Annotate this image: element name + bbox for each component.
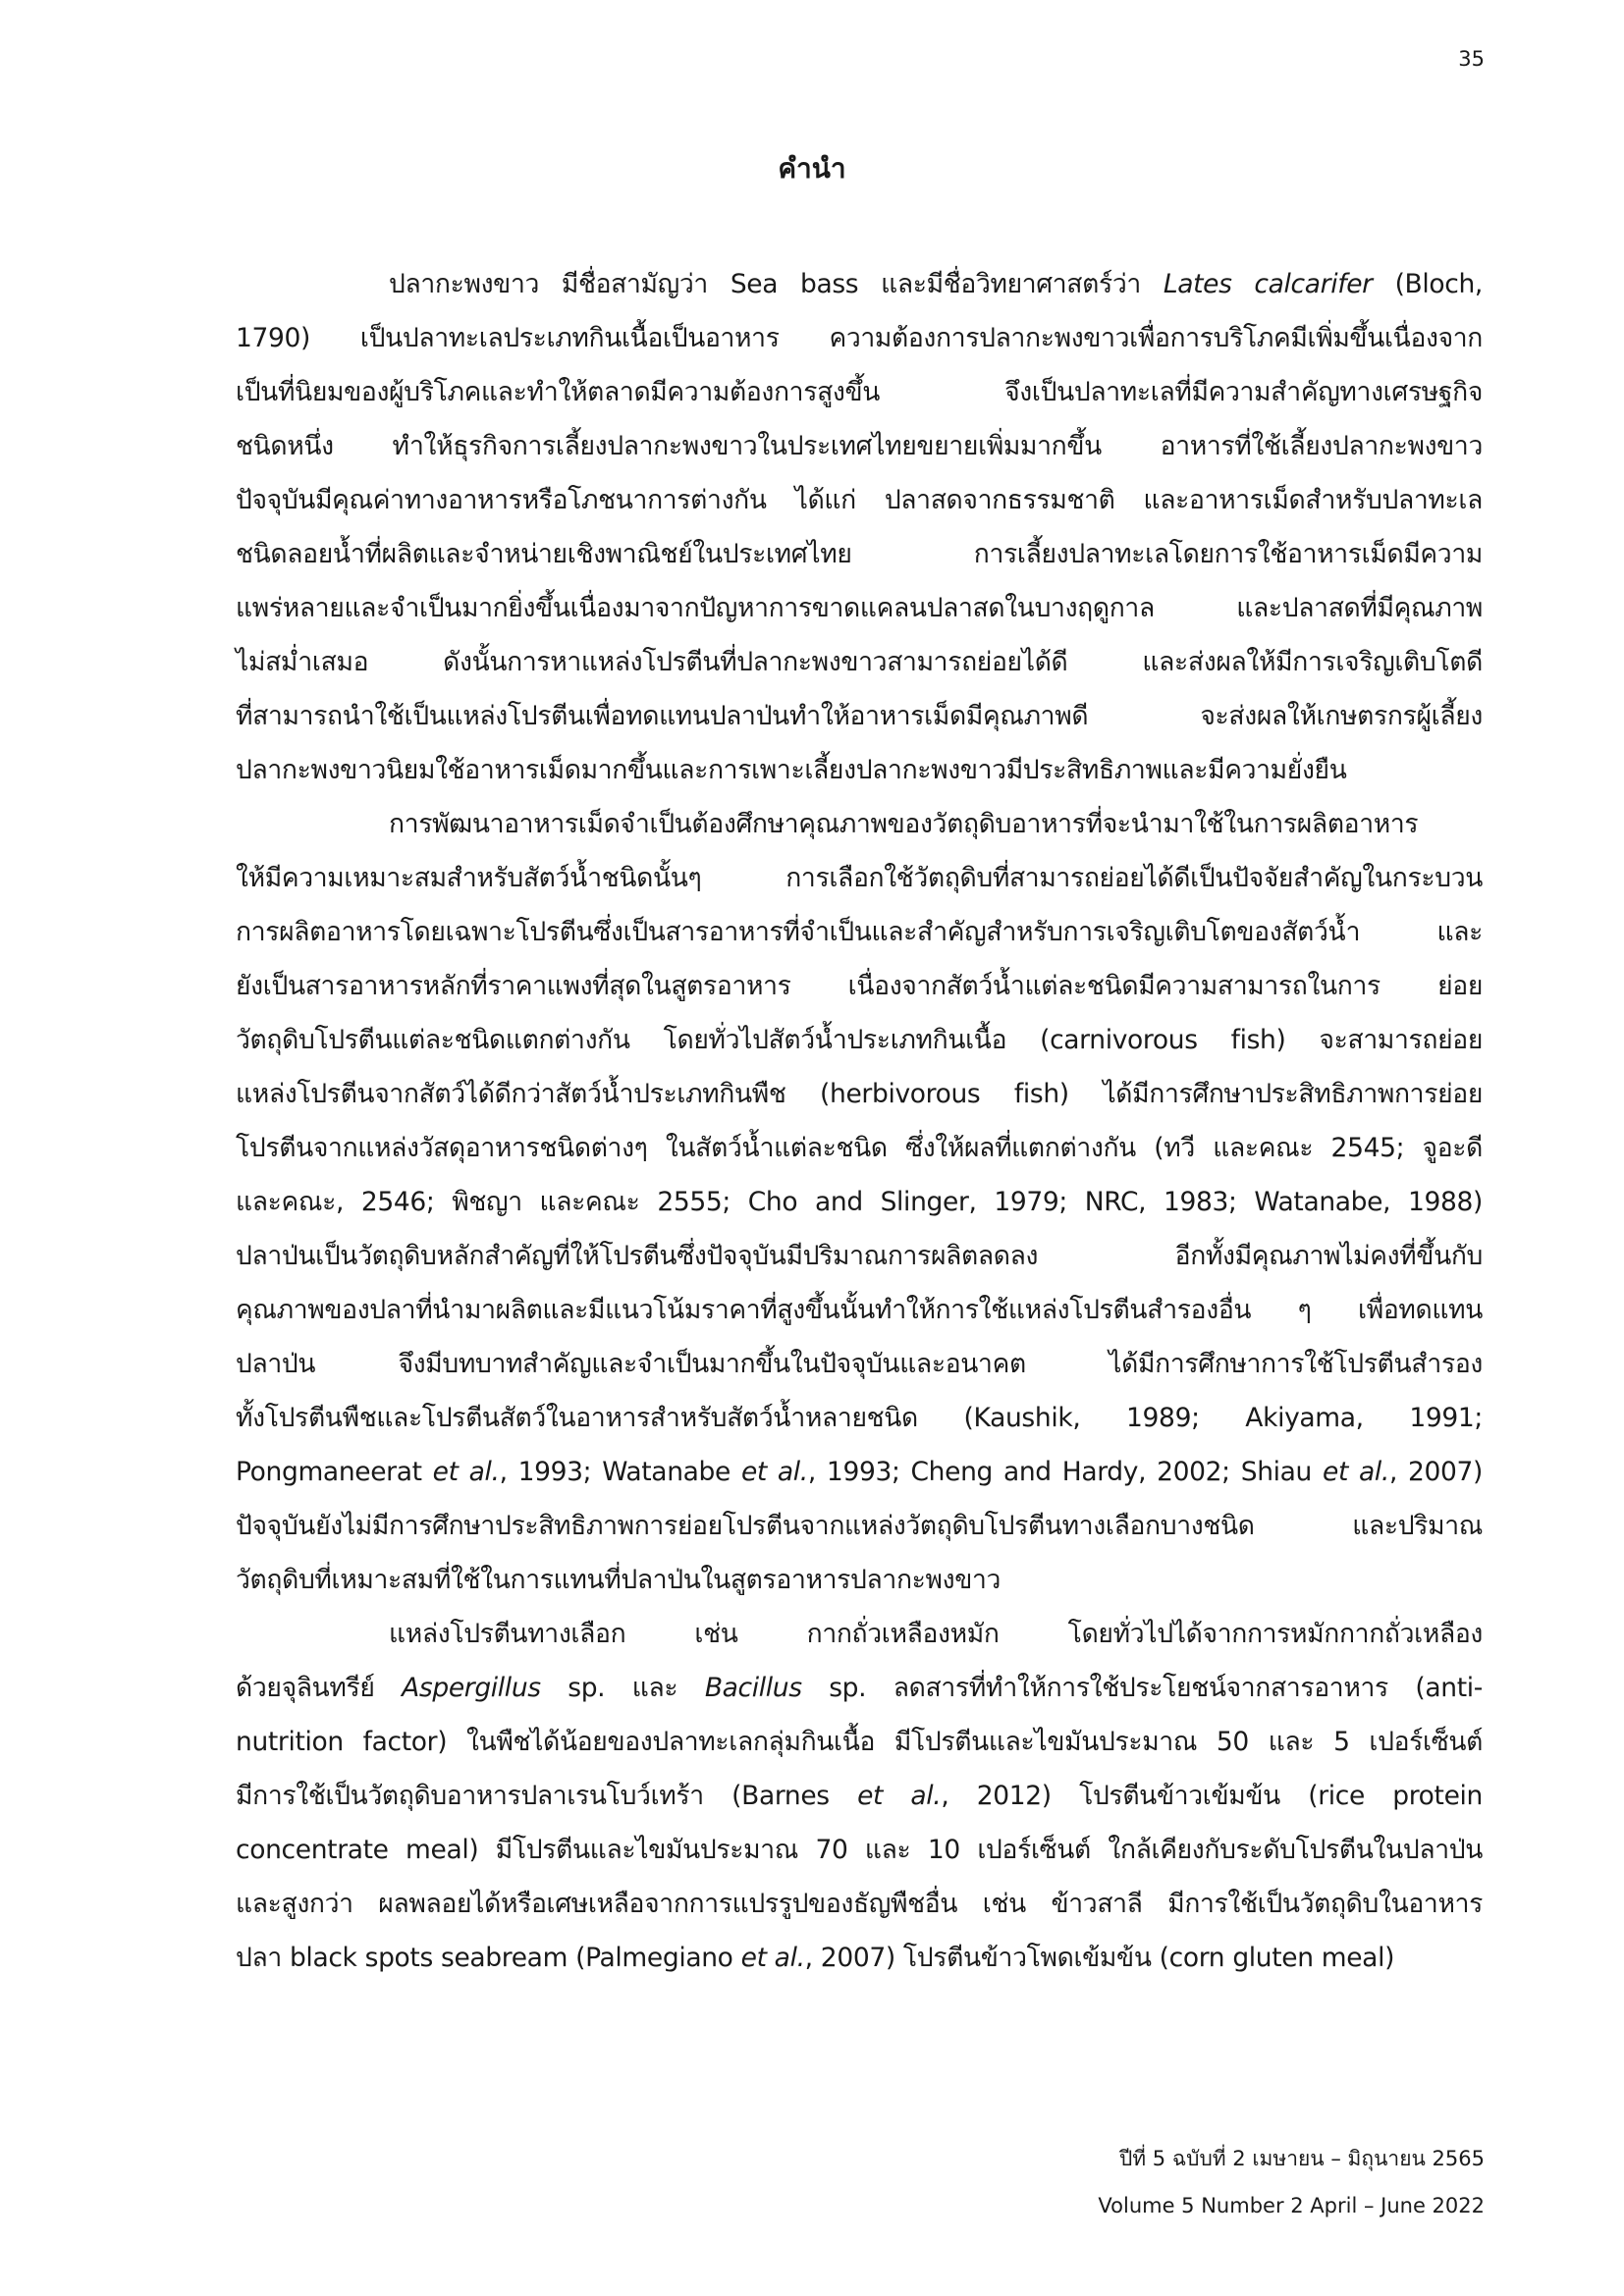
text-run: การพัฒนาอาหารเม็ดจำเป็นต้องศึกษาคุณภาพของวัตถุดิบอาหารที่จะนำมาใช้ในการผลิตอาหาร	[389, 809, 1419, 839]
paragraph-line	[236, 1445, 1483, 1499]
paragraph-line	[236, 1391, 1483, 1445]
text-run: มีการใช้เป็นวัตถุดิบอาหารปลาเรนโบว์เทร้า (Barnes	[236, 1781, 858, 1811]
italic-term: et al.	[740, 1457, 808, 1487]
text-run: ปลากะพงขาวนิยมใช้อาหารเม็ดมากขึ้นและการเพาะเลี้ยงปลากะพงขาวมีประสิทธิภาพและมีความยั่งยืน	[236, 755, 1347, 785]
text-run: การผลิตอาหารโดยเฉพาะโปรตีนซึ่งเป็นสารอาหารที่จำเป็นและสำคัญสำหรับการเจริญเติบโตของสัตว์น้ำ และ	[236, 917, 1483, 947]
paragraph-line	[236, 1229, 1483, 1283]
paragraph-line	[236, 1067, 1483, 1121]
text-run: ชนิดหนึ่ง ทำให้ธุรกิจการเลี้ยงปลากะพงขาวในประเทศไทยขยายเพิ่มมากขึ้น อาหารที่ใช้เลี้ยงปลากะพงขาว	[236, 431, 1483, 461]
text-run: วัตถุดิบโปรตีนแต่ละชนิดแตกต่างกัน โดยทั่วไปสัตว์น้ำประเภทกินเนื้อ (carnivorous fish) จะสามารถย่อย	[236, 1025, 1483, 1055]
paragraph-line	[236, 1013, 1483, 1067]
paragraph-line	[236, 311, 1483, 365]
paragraph-line	[236, 959, 1483, 1013]
italic-term: et al.	[432, 1457, 500, 1487]
text-run: , 2007) โปรตีนข้าวโพดเข้มข้น (corn gluten meal)	[804, 1943, 1395, 1973]
text-run: , 1993; Watanabe	[499, 1457, 741, 1487]
paragraph-line	[236, 1553, 1483, 1607]
text-run: ปลากะพงขาว มีชื่อสามัญว่า Sea bass และมีชื่อวิทยาศาสตร์ว่า	[389, 269, 1164, 299]
text-run: ทั้งโปรตีนพืชและโปรตีนสัตว์ในอาหารสำหรับสัตว์น้ำหลายชนิด (Kaushik, 1989; Akiyama, 1991;	[236, 1403, 1483, 1433]
text-run: ให้มีความเหมาะสมสำหรับสัตว์น้ำชนิดนั้นๆ การเลือกใช้วัตถุดิบที่สามารถย่อยได้ดีเป็นปัจจัยสำคัญในกระบวน	[236, 863, 1483, 893]
text-run: วัตถุดิบที่เหมาะสมที่ใช้ในการแทนที่ปลาป่นในสูตรอาหารปลากะพงขาว	[236, 1565, 1001, 1595]
paragraph-line	[236, 581, 1483, 635]
footer-issue-english: Volume 5 Number 2 April – June 2022	[1098, 2194, 1485, 2217]
paragraph-line	[236, 1283, 1483, 1337]
paragraph-line	[236, 1607, 1483, 1661]
paragraph-line	[236, 1715, 1483, 1769]
paragraph-line	[236, 905, 1483, 959]
section-heading: คำนำ	[778, 152, 846, 185]
paragraph-line	[236, 1499, 1483, 1553]
text-run: และสูงกว่า ผลพลอยได้หรือเศษเหลือจากการแปรรูปของธัญพืชอื่น เช่น ข้าวสาลี มีการใช้เป็นวัตถุดิบในอาหาร	[236, 1889, 1483, 1919]
paragraph-line	[236, 1823, 1483, 1877]
text-run: แพร่หลายและจำเป็นมากยิ่งขึ้นเนื่องมาจากปัญหาการขาดแคลนปลาสดในบางฤดูกาล และปลาสดที่มีคุณภาพ	[236, 593, 1483, 623]
text-run: คุณภาพของปลาที่นำมาผลิตและมีแนวโน้มราคาที่สูงขึ้นนั้นทำให้การใช้แหล่งโปรตีนสำรองอื่น ๆ เพื่อทดแทน	[236, 1295, 1483, 1325]
text-run: และคณะ, 2546; พิชญา และคณะ 2555; Cho and Slinger, 1979; NRC, 1983; Watanabe, 1988)	[236, 1187, 1483, 1217]
paragraph-line	[236, 1661, 1483, 1715]
page-number: 35	[1458, 47, 1485, 71]
paragraph-line	[236, 1931, 1483, 1985]
italic-term: Lates calcarifer	[1163, 269, 1373, 299]
paragraph-line	[236, 1769, 1483, 1823]
text-run: (Bloch,	[1372, 269, 1484, 299]
paragraph-line	[236, 473, 1483, 527]
body-text	[236, 257, 1483, 1985]
italic-term: Aspergillus	[402, 1673, 541, 1703]
text-run: concentrate meal) มีโปรตีนและไขมันประมาณ 70 และ 10 เปอร์เซ็นต์ ใกล้เคียงกับระดับโปรตีนในปลาป่น	[236, 1835, 1483, 1865]
paragraph-line	[236, 527, 1483, 581]
paragraph-line	[236, 1877, 1483, 1931]
text-run: เป็นที่นิยมของผู้บริโภคและทำให้ตลาดมีความต้องการสูงขึ้น จึงเป็นปลาทะเลที่มีความสำคัญทางเศรษฐกิจ	[236, 377, 1483, 407]
text-run: ปัจจุบันยังไม่มีการศึกษาประสิทธิภาพการย่อยโปรตีนจากแหล่งวัตถุดิบโปรตีนทางเลือกบางชนิด และปริมาณ	[236, 1511, 1483, 1541]
text-run: ปลา black spots seabream (Palmegiano	[236, 1943, 741, 1973]
text-run: ที่สามารถนำใช้เป็นแหล่งโปรตีนเพื่อทดแทนปลาป่นทำให้อาหารเม็ดมีคุณภาพดี จะส่งผลให้เกษตรกรผู้เลี้ยง	[236, 701, 1483, 731]
italic-term: et al.	[740, 1943, 805, 1973]
paragraph-line	[236, 419, 1483, 473]
text-run: , 2007)	[1388, 1457, 1484, 1487]
text-run: โปรตีนจากแหล่งวัสดุอาหารชนิดต่างๆ ในสัตว์น้ำแต่ละชนิด ซึ่งให้ผลที่แตกต่างกัน (ทวี และคณะ 2545; จูอะดี	[236, 1133, 1483, 1163]
paragraph-line	[236, 851, 1483, 905]
paragraph-line	[236, 1121, 1483, 1175]
text-run: ยังเป็นสารอาหารหลักที่ราคาแพงที่สุดในสูตรอาหาร เนื่องจากสัตว์น้ำแต่ละชนิดมีความสามารถในการ ย่อย	[236, 971, 1483, 1001]
text-run: Pongmaneerat	[236, 1457, 433, 1487]
text-run: ด้วยจุลินทรีย์	[236, 1673, 403, 1703]
paragraph-line	[236, 1175, 1483, 1229]
italic-term: et al.	[857, 1781, 942, 1811]
italic-term: Bacillus	[704, 1673, 802, 1703]
footer-issue-thai: ปีที่ 5 ฉบับที่ 2 เมษายน – มิถุนายน 2565	[1118, 2147, 1485, 2170]
paragraph-line	[236, 1337, 1483, 1391]
text-run: sp. และ	[540, 1673, 705, 1703]
text-run: ไม่สม่ำเสมอ ดังนั้นการหาแหล่งโปรตีนที่ปลากะพงขาวสามารถย่อยได้ดี และส่งผลให้มีการเจริญเติบโตดี	[236, 647, 1483, 677]
paragraph-line	[236, 689, 1483, 743]
text-run: ปลาป่น จึงมีบทบาทสำคัญและจำเป็นมากขึ้นในปัจจุบันและอนาคต ได้มีการศึกษาการใช้โปรตีนสำรอง	[236, 1349, 1483, 1379]
text-run: , 2012) โปรตีนข้าวเข้มข้น (rice protein	[941, 1781, 1483, 1811]
paragraph-line	[236, 635, 1483, 689]
italic-term: et al.	[1322, 1457, 1389, 1487]
paragraph-line	[236, 797, 1483, 851]
text-run: 1790) เป็นปลาทะเลประเภทกินเนื้อเป็นอาหาร ความต้องการปลากะพงขาวเพื่อการบริโภคมีเพิ่มขึ้นเนื่องจาก	[236, 323, 1483, 353]
paragraph-line	[236, 743, 1483, 797]
paragraph-line	[236, 257, 1483, 311]
text-run: แหล่งโปรตีนทางเลือก เช่น กากถั่วเหลืองหมัก โดยทั่วไปได้จากการหมักกากถั่วเหลือง	[389, 1619, 1483, 1649]
text-run: nutrition factor) ในพืชได้น้อยของปลาทะเลกลุ่มกินเนื้อ มีโปรตีนและไขมันประมาณ 50 และ 5 เปอร์เซ็นต์	[236, 1727, 1483, 1757]
paragraph-line	[236, 365, 1483, 419]
text-run: ชนิดลอยน้ำที่ผลิตและจำหน่ายเชิงพาณิชย์ในประเทศไทย การเลี้ยงปลาทะเลโดยการใช้อาหารเม็ดมีความ	[236, 539, 1483, 569]
text-run: แหล่งโปรตีนจากสัตว์ได้ดีกว่าสัตว์น้ำประเภทกินพืช (herbivorous fish) ได้มีการศึกษาประสิทธิภาพการย่อย	[236, 1079, 1483, 1109]
text-run: ปัจจุบันมีคุณค่าทางอาหารหรือโภชนาการต่างกัน ได้แก่ ปลาสดจากธรรมชาติ และอาหารเม็ดสำหรับปลาทะเล	[236, 485, 1483, 515]
text-run: ปลาป่นเป็นวัตถุดิบหลักสำคัญที่ให้โปรตีนซึ่งปัจจุบันมีปริมาณการผลิตลดลง อีกทั้งมีคุณภาพไม่คงที่ขึ้นกับ	[236, 1241, 1483, 1271]
text-run: sp. ลดสารที่ทำให้การใช้ประโยชน์จากสารอาหาร (anti-	[801, 1673, 1483, 1703]
text-run: , 1993; Cheng and Hardy, 2002; Shiau	[807, 1457, 1323, 1487]
